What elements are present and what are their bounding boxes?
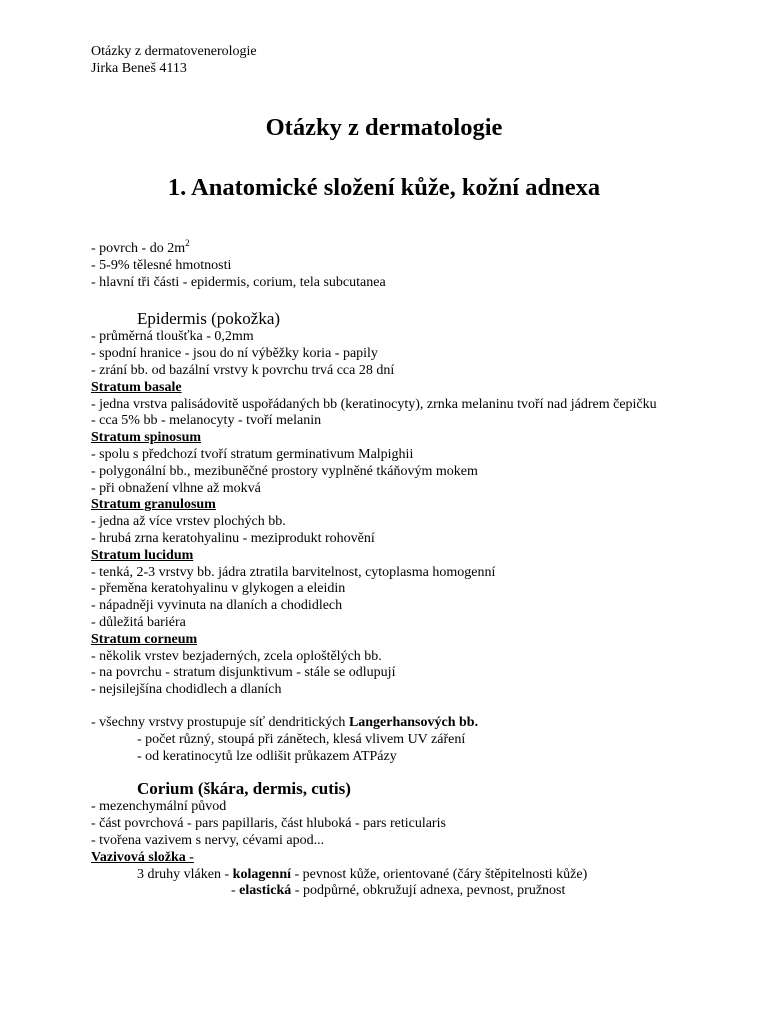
header-author: Jirka Beneš 4113: [91, 61, 187, 76]
fiber-dash: -: [231, 883, 240, 899]
stratum-spinosum-line: - spolu s předchozí tvoří stratum germinativum Malpighii: [91, 446, 414, 462]
epidermis-line: - průměrná tloušťka - 0,2mm: [91, 329, 254, 345]
stratum-basale-line: - jedna vrstva palisádovitě uspořádaných bb (keratinocyty), zrnka melaninu tvoří nad jádrem čepičku: [91, 396, 657, 412]
document-page: [91, 43, 731, 900]
corium-heading: Corium (škára, dermis, cutis): [137, 779, 351, 799]
fiber-collagen-text: - pevnost kůže, orientované (čáry štěpitelnosti kůže): [291, 866, 588, 882]
stratum-basale-title: Stratum basale: [91, 379, 182, 395]
stratum-lucidum-line: - důležitá bariéra: [91, 614, 186, 630]
fiber-collagen-bold: kolagenní: [232, 866, 292, 882]
stratum-basale-line: - cca 5% bb - melanocyty - tvoří melanin: [91, 413, 322, 429]
stratum-granulosum-line: - jedna až více vrstev plochých bb.: [91, 514, 286, 530]
langerhans-prefix: - všechny vrstvy prostupuje síť dendritických: [91, 714, 349, 730]
langerhans-bold: Langerhansových bb.: [348, 714, 479, 730]
stratum-corneum-title: Stratum corneum: [91, 631, 198, 647]
intro-surface-text: - povrch - do 2m: [91, 241, 186, 256]
fibrous-component-title: Vazivová složka -: [91, 849, 194, 865]
fiber-line-collagen: [91, 867, 731, 884]
fiber-elastic-bold: elastická: [239, 883, 292, 899]
langerhans-subline: - od keratinocytů lze odlišit průkazem ATPázy: [137, 748, 397, 764]
chapter-title: 1. Anatomické složení kůže, kožní adnexa: [167, 174, 601, 201]
document-header: [91, 43, 731, 77]
langerhans-subline: - počet různý, stoupá při zánětech, klesá vlivem UV záření: [137, 731, 466, 747]
stratum-spinosum-line: - při obnažení vlhne až mokvá: [91, 480, 261, 496]
epidermis-heading: Epidermis (pokožka): [137, 309, 281, 329]
spacer: [91, 699, 731, 715]
stratum-lucidum-line: - nápadněji vyvinuta na dlaních a chodidlech: [91, 598, 343, 614]
header-course: Otázky z dermatovenerologie: [91, 44, 257, 59]
corium-line: - mezenchymální původ: [91, 799, 227, 815]
stratum-lucidum-title: Stratum lucidum: [91, 547, 194, 563]
stratum-corneum-line: - na povrchu - stratum disjunktivum - stále se odlupují: [91, 665, 396, 681]
stratum-spinosum-title: Stratum spinosum: [91, 430, 202, 446]
corium-line: - část povrchová - pars papillaris, část hluboká - pars reticularis: [91, 816, 446, 832]
document-title: Otázky z dermatologie: [265, 114, 503, 141]
intro-parts: - hlavní tři části - epidermis, corium, tela subcutanea: [91, 274, 386, 290]
stratum-spinosum-line: - polygonální bb., mezibuněčné prostory vyplněné tkáňovým mokem: [91, 463, 478, 479]
superscript-2: 2: [185, 238, 190, 248]
stratum-granulosum-title: Stratum granulosum: [91, 497, 216, 513]
stratum-granulosum-line: - hrubá zrna keratohyalinu - meziprodukt rohovění: [91, 530, 375, 546]
stratum-corneum-line: - nejsilejšína chodidlech a dlaních: [91, 682, 282, 698]
intro-section: [91, 238, 731, 291]
fiber-prefix: 3 druhy vláken -: [137, 866, 233, 882]
stratum-lucidum-line: - přeměna keratohyalinu v glykogen a eleidin: [91, 581, 346, 597]
intro-surface: [91, 238, 731, 258]
intro-weight: - 5-9% tělesné hmotnosti: [91, 257, 232, 273]
epidermis-line: - zrání bb. od bazální vrstvy k povrchu trvá cca 28 dní: [91, 362, 395, 378]
corium-line: - tvořena vazivem s nervy, cévami apod...: [91, 832, 325, 848]
stratum-lucidum-line: - tenká, 2-3 vrstvy bb. jádra ztratila barvitelnost, cytoplasma homogenní: [91, 564, 496, 580]
fiber-elastic-text: - podpůrné, obkružují adnexa, pevnost, pružnost: [291, 883, 566, 899]
stratum-corneum-line: - několik vrstev bezjaderných, zcela oploštělých bb.: [91, 648, 382, 664]
fiber-line-elastic: [91, 883, 731, 900]
langerhans-line: [91, 715, 731, 732]
epidermis-line: - spodní hranice - jsou do ní výběžky koria - papily: [91, 346, 378, 362]
